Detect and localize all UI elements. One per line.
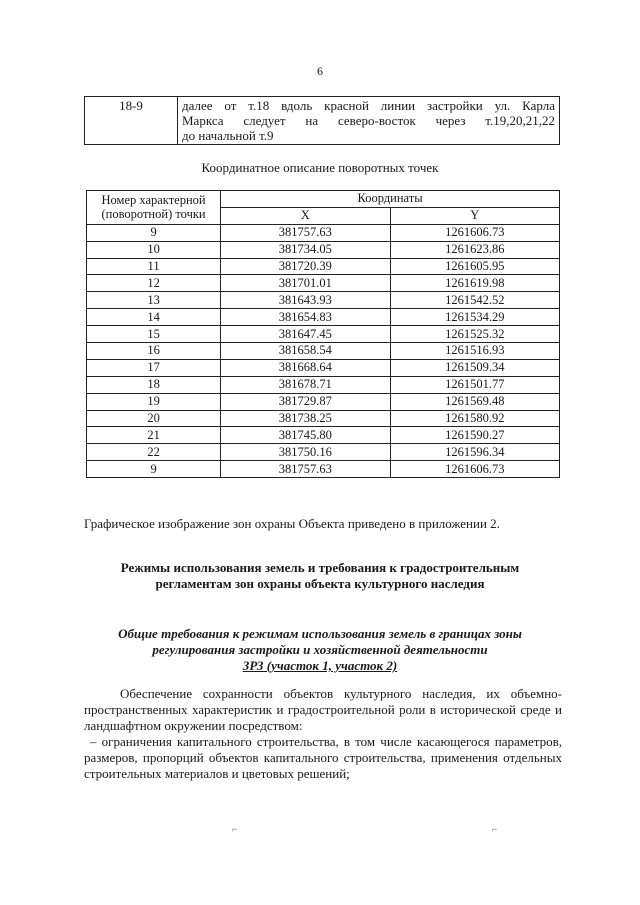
header-x: X bbox=[221, 207, 390, 224]
y-coordinate-cell: 1261623.86 bbox=[390, 241, 559, 258]
point-number-cell: 20 bbox=[87, 410, 221, 427]
page-number: 6 bbox=[317, 64, 323, 78]
zone-designation: ЗРЗ (участок 1, участок 2) bbox=[242, 658, 398, 673]
table-header-row bbox=[87, 191, 560, 208]
point-number-cell: 18 bbox=[87, 376, 221, 393]
point-number-cell: 12 bbox=[87, 275, 221, 292]
header-coordinates: Координаты bbox=[221, 191, 560, 208]
table-row bbox=[85, 97, 560, 145]
x-coordinate-cell: 381654.83 bbox=[221, 309, 390, 326]
table-row bbox=[87, 292, 560, 309]
subsection-title bbox=[0, 626, 640, 674]
coordinates-table bbox=[86, 190, 560, 478]
x-coordinate-cell: 381729.87 bbox=[221, 393, 390, 410]
section-title-line: регламентам зон охраны объекта культурного наследия bbox=[155, 576, 485, 591]
body-paragraph: – ограничения капитального строительства, в том числе касающегося параметров, размеров, пропорций объектов капитального строительства, применения отдельных строительных материалов и цветовых решений; bbox=[84, 734, 562, 781]
y-coordinate-cell: 1261501.77 bbox=[390, 376, 559, 393]
segment-line-3: до начальной т.9 bbox=[182, 128, 274, 143]
y-coordinate-cell: 1261516.93 bbox=[390, 343, 559, 360]
y-coordinate-cell: 1261596.34 bbox=[390, 444, 559, 461]
header-y: Y bbox=[390, 207, 559, 224]
point-number-cell: 16 bbox=[87, 343, 221, 360]
y-coordinate-cell: 1261580.92 bbox=[390, 410, 559, 427]
boundary-segment-table bbox=[84, 96, 560, 145]
x-coordinate-cell: 381643.93 bbox=[221, 292, 390, 309]
scan-mark: ⌐ bbox=[492, 824, 498, 834]
table-row bbox=[87, 410, 560, 427]
coordinates-table-body bbox=[87, 224, 560, 477]
table-row bbox=[87, 326, 560, 343]
y-coordinate-cell: 1261606.73 bbox=[390, 224, 559, 241]
point-number-cell: 9 bbox=[87, 224, 221, 241]
table-row bbox=[87, 275, 560, 292]
segment-line-2: Маркса следует на северо-восток через т.19,20,21,22 bbox=[182, 113, 555, 128]
point-number-cell: 14 bbox=[87, 309, 221, 326]
x-coordinate-cell: 381757.63 bbox=[221, 461, 390, 478]
point-number-cell: 17 bbox=[87, 359, 221, 376]
table-row bbox=[87, 359, 560, 376]
point-number-cell: 22 bbox=[87, 444, 221, 461]
x-coordinate-cell: 381734.05 bbox=[221, 241, 390, 258]
subsection-title-line: Общие требования к режимам использования земель в границах зоны bbox=[118, 626, 522, 641]
y-coordinate-cell: 1261509.34 bbox=[390, 359, 559, 376]
graphic-note: Графическое изображение зон охраны Объекта приведено в приложении 2. bbox=[84, 516, 500, 531]
header-point-number: Номер характерной (поворотной) точки bbox=[87, 191, 221, 225]
segment-description bbox=[178, 97, 560, 145]
table-row bbox=[87, 224, 560, 241]
x-coordinate-cell: 381668.64 bbox=[221, 359, 390, 376]
point-number-cell: 15 bbox=[87, 326, 221, 343]
x-coordinate-cell: 381738.25 bbox=[221, 410, 390, 427]
point-number-cell: 10 bbox=[87, 241, 221, 258]
table-row bbox=[87, 393, 560, 410]
x-coordinate-cell: 381720.39 bbox=[221, 258, 390, 275]
segment-line-1: далее от т.18 вдоль красной линии застройки ул. Карла bbox=[182, 98, 555, 113]
y-coordinate-cell: 1261606.73 bbox=[390, 461, 559, 478]
table-row bbox=[87, 343, 560, 360]
table-row bbox=[87, 461, 560, 478]
point-number-cell: 9 bbox=[87, 461, 221, 478]
table-row bbox=[87, 444, 560, 461]
x-coordinate-cell: 381757.63 bbox=[221, 224, 390, 241]
scan-mark: ⌐ bbox=[232, 824, 238, 834]
x-coordinate-cell: 381701.01 bbox=[221, 275, 390, 292]
y-coordinate-cell: 1261542.52 bbox=[390, 292, 559, 309]
x-coordinate-cell: 381647.45 bbox=[221, 326, 390, 343]
y-coordinate-cell: 1261619.98 bbox=[390, 275, 559, 292]
point-number-cell: 21 bbox=[87, 427, 221, 444]
x-coordinate-cell: 381678.71 bbox=[221, 376, 390, 393]
section-title bbox=[0, 560, 640, 592]
table-row bbox=[87, 258, 560, 275]
subsection-title-line: регулирования застройки и хозяйственной деятельности bbox=[152, 642, 488, 657]
x-coordinate-cell: 381750.16 bbox=[221, 444, 390, 461]
y-coordinate-cell: 1261525.32 bbox=[390, 326, 559, 343]
y-coordinate-cell: 1261569.48 bbox=[390, 393, 559, 410]
section-title-line: Режимы использования земель и требования к градостроительным bbox=[120, 560, 520, 575]
point-number-cell: 11 bbox=[87, 258, 221, 275]
table-row bbox=[87, 309, 560, 326]
body-paragraph: Обеспечение сохранности объектов культурного наследия, их объемно-пространственных характеристик и градостроительной роли в исторической среде и ландшафтном окружении посредством: bbox=[84, 686, 562, 733]
table-row bbox=[87, 427, 560, 444]
coordinates-caption: Координатное описание поворотных точек bbox=[201, 160, 439, 175]
body-text bbox=[84, 686, 562, 782]
segment-number: 18-9 bbox=[85, 97, 178, 145]
table-row bbox=[87, 241, 560, 258]
y-coordinate-cell: 1261605.95 bbox=[390, 258, 559, 275]
x-coordinate-cell: 381745.80 bbox=[221, 427, 390, 444]
x-coordinate-cell: 381658.54 bbox=[221, 343, 390, 360]
y-coordinate-cell: 1261534.29 bbox=[390, 309, 559, 326]
y-coordinate-cell: 1261590.27 bbox=[390, 427, 559, 444]
point-number-cell: 13 bbox=[87, 292, 221, 309]
table-row bbox=[87, 376, 560, 393]
point-number-cell: 19 bbox=[87, 393, 221, 410]
